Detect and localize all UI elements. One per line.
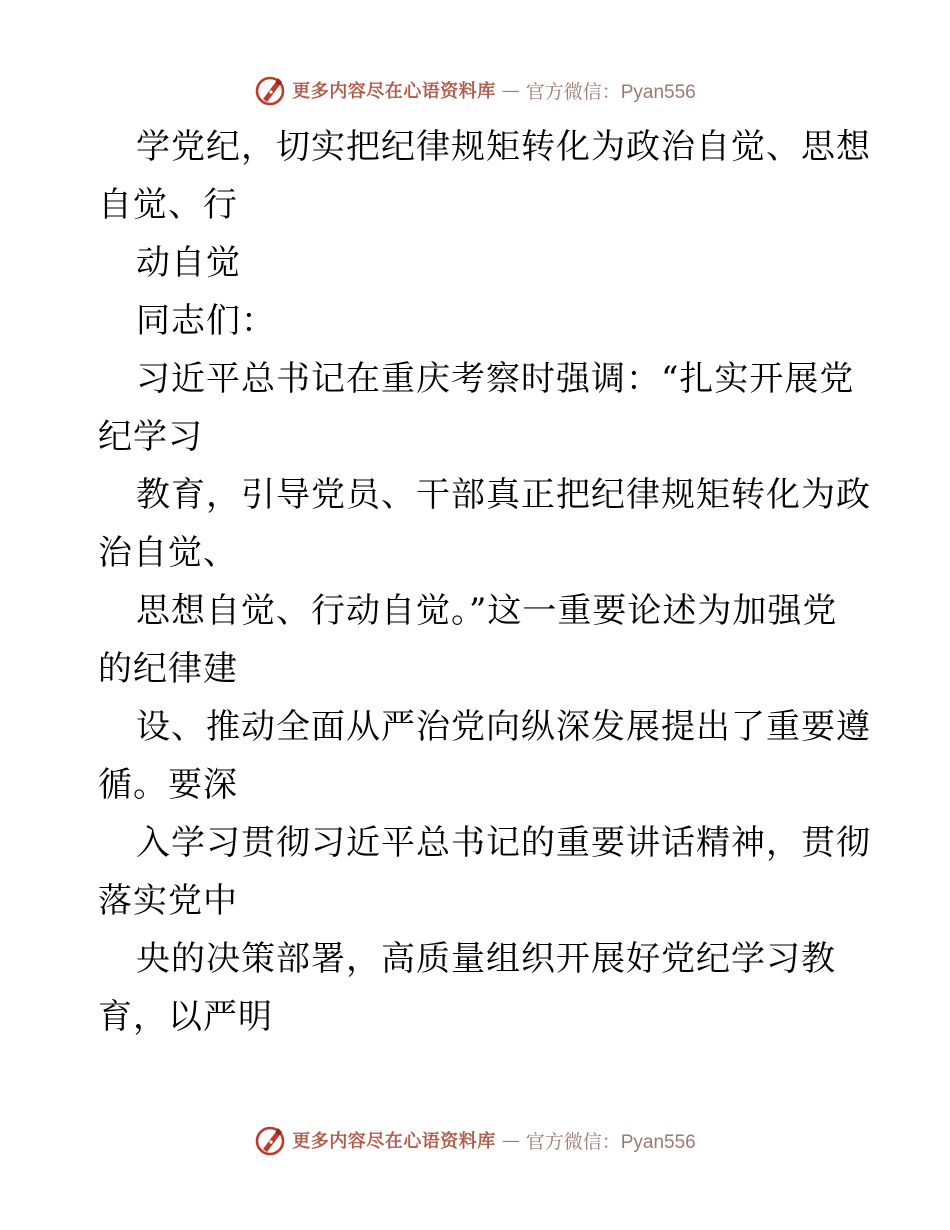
text-line: 思想自觉、行动自觉。”这一重要论述为加强党	[136, 591, 838, 631]
header-separator: —	[501, 79, 520, 101]
text-line: 自觉、行	[98, 185, 238, 225]
text-line: 教育，引导党员、干部真正把纪律规矩转化为政	[136, 475, 871, 515]
header-watermark	[0, 72, 950, 108]
text-line: 的纪律建	[98, 649, 238, 689]
footer-brand-text: 更多内容尽在心语资料库	[292, 1131, 496, 1152]
text-line: 动自觉	[136, 243, 241, 283]
text-line: 学党纪，切实把纪律规矩转化为政治自觉、思想	[136, 127, 871, 167]
text-line: 育，以严明	[98, 997, 273, 1037]
text-line: 习近平总书记在重庆考察时强调：“扎实开展党	[136, 359, 855, 399]
text-line: 同志们：	[136, 301, 276, 341]
footer-contact-text: 官方微信：Pyan556	[525, 1131, 696, 1153]
text-line: 设、推动全面从严治党向纵深发展提出了重要遵	[136, 707, 871, 747]
pen-nib-logo-icon	[254, 74, 286, 106]
text-line: 循。要深	[98, 765, 238, 805]
text-line: 入学习贯彻习近平总书记的重要讲话精神，贯彻	[136, 823, 871, 863]
text-line: 央的决策部署，高质量组织开展好党纪学习教	[136, 939, 836, 979]
header-contact-text: 官方微信：Pyan556	[525, 81, 696, 103]
text-line: 落实党中	[98, 881, 238, 921]
header-brand-text: 更多内容尽在心语资料库	[292, 81, 496, 102]
text-line: 纪学习	[98, 417, 203, 457]
pen-nib-logo-icon	[254, 1124, 286, 1156]
text-line: 治自觉、	[98, 533, 238, 573]
footer-watermark	[0, 1122, 950, 1158]
footer-separator: —	[501, 1129, 520, 1151]
